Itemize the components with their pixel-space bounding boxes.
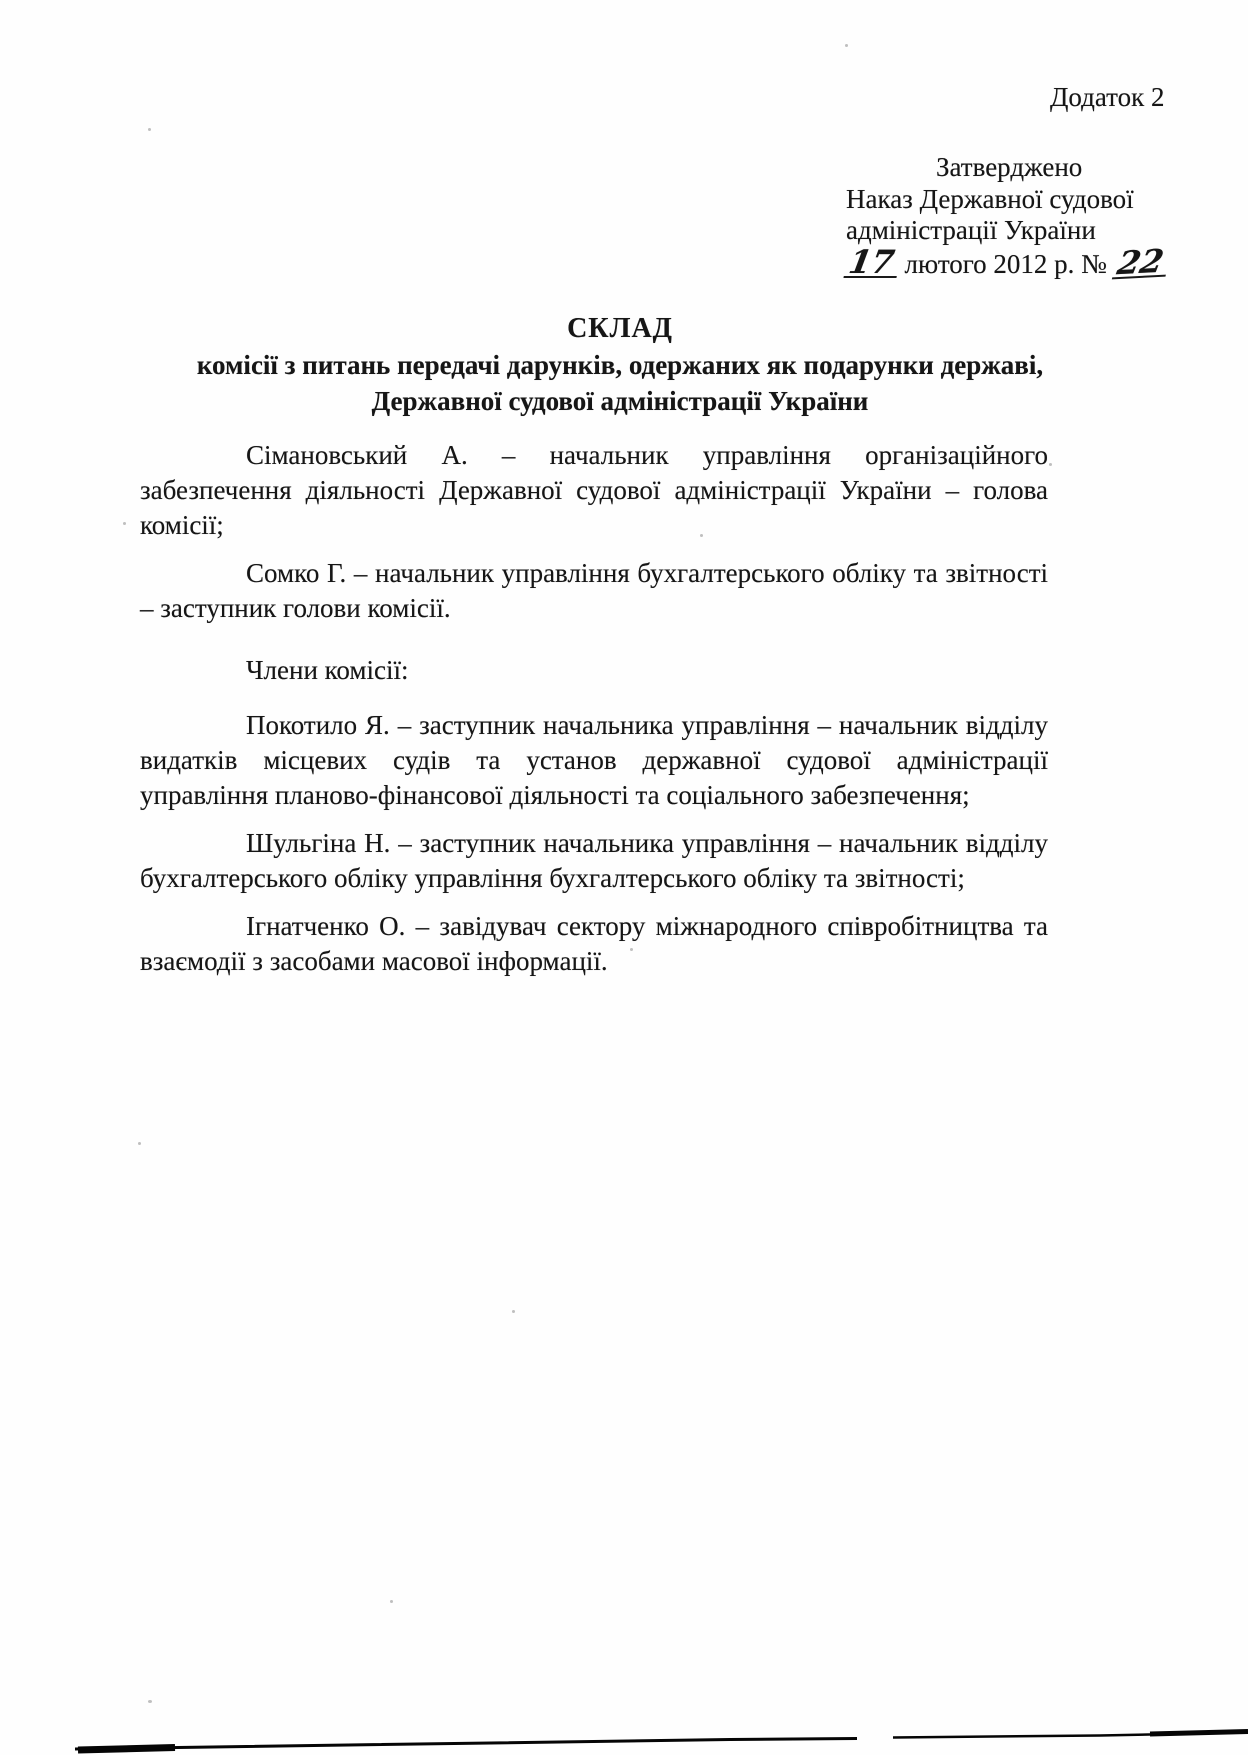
title-line-sklad: СКЛАД	[567, 313, 673, 344]
scan-edge-line	[0, 1726, 1248, 1755]
approval-order-line2: адміністрації України	[846, 215, 1096, 245]
scan-speck	[845, 44, 848, 47]
scan-speck	[512, 1310, 515, 1313]
paragraph-member-1: Покотило Я. – заступник начальника управління – начальник відділу видатків місцевих судів та установ державної судової адміністрації управління планово-фінансової діяльності та соціального забезпечення;	[140, 710, 1048, 810]
document-title	[165, 311, 1075, 419]
paragraph-chairman: Сімановський А. – начальник управління організаційного забезпечення діяльності Державної судової адміністрації України – голова комісії;	[140, 440, 1048, 540]
appendix-label: Додаток 2	[1050, 82, 1165, 112]
date-text: лютого 2012 р.	[904, 248, 1075, 279]
scan-speck	[123, 522, 126, 525]
approval-block	[846, 152, 1226, 280]
paragraph-member-3: Ігнатченко О. – завідувач сектору міжнародного співробітництва та взаємодії з засобами масової інформації.	[140, 911, 1048, 976]
scan-speck	[700, 534, 703, 537]
title-line-commission: комісії з питань передачі дарунків, одержаних як подарунки державі,	[196, 350, 1044, 380]
document-body	[140, 438, 1048, 992]
members-heading: Члени комісії:	[246, 655, 409, 685]
approval-date-line	[845, 241, 1226, 282]
approval-order-line1: Наказ Державної судової	[846, 183, 1134, 214]
scan-speck	[148, 1700, 152, 1703]
number-sign: №	[1081, 248, 1107, 279]
title-line-administration: Державної судової адміністрації України	[371, 386, 869, 416]
scan-speck	[1049, 463, 1052, 466]
paragraph-deputy-chairman: Сомко Г. – начальник управління бухгалтерського обліку та звітності – заступник голови комісії.	[140, 558, 1048, 623]
handwritten-order-number: 22	[1112, 247, 1171, 279]
scan-speck	[148, 128, 151, 131]
approval-approved-label: Затверджено	[936, 152, 1083, 182]
scan-speck	[630, 948, 633, 951]
scan-speck	[138, 1142, 141, 1145]
scan-speck	[390, 1600, 393, 1603]
handwritten-day: 17	[843, 249, 901, 278]
paragraph-member-2: Шульгіна Н. – заступник начальника управління – начальник відділу бухгалтерського обліку управління бухгалтерського обліку та звітності;	[140, 828, 1048, 893]
